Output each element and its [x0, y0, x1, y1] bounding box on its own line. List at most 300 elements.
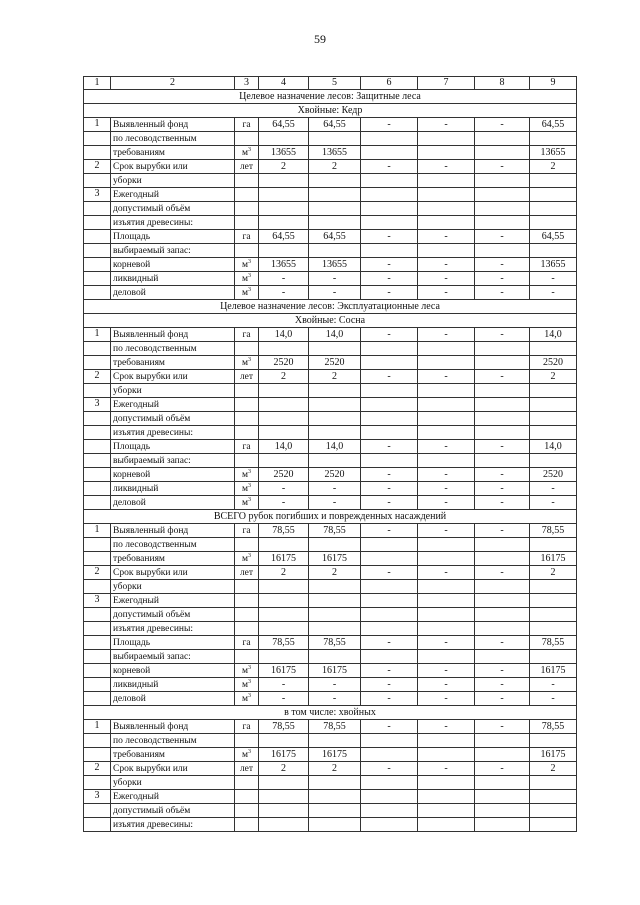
value-cell: - — [259, 272, 309, 286]
row-unit: $м^3$ — [235, 664, 259, 678]
value-cell: - — [418, 762, 475, 776]
value-cell — [475, 538, 530, 552]
value-cell: - — [361, 762, 418, 776]
table-row — [84, 734, 577, 748]
table-row — [84, 174, 577, 188]
table-row — [84, 762, 577, 776]
value-cell: - — [475, 272, 530, 286]
row-index: 3 — [84, 594, 111, 608]
row-index — [84, 734, 111, 748]
value-cell — [259, 202, 309, 216]
value-cell — [361, 188, 418, 202]
value-cell: 64,55 — [259, 118, 309, 132]
row-index — [84, 692, 111, 706]
row-index — [84, 468, 111, 482]
value-cell — [259, 454, 309, 468]
row-index: 3 — [84, 188, 111, 202]
table-row — [84, 412, 577, 426]
value-cell — [530, 398, 577, 412]
value-cell — [530, 342, 577, 356]
row-description: по лесоводственным — [111, 342, 235, 356]
value-cell — [418, 384, 475, 398]
row-unit: га — [235, 328, 259, 342]
value-cell — [361, 384, 418, 398]
value-cell: 13655 — [309, 258, 361, 272]
row-index: 1 — [84, 118, 111, 132]
table-row — [84, 678, 577, 692]
value-cell — [530, 454, 577, 468]
row-description: выбираемый запас: — [111, 454, 235, 468]
row-description: Срок вырубки или — [111, 160, 235, 174]
section-heading-row — [84, 510, 577, 524]
page-number: 59 — [314, 32, 326, 46]
value-cell: - — [418, 524, 475, 538]
table-row — [84, 188, 577, 202]
value-cell — [475, 454, 530, 468]
value-cell: 16175 — [530, 552, 577, 566]
species-heading: Хвойные: Кедр — [84, 104, 577, 118]
value-cell — [309, 412, 361, 426]
row-unit — [235, 426, 259, 440]
value-cell: 2 — [309, 370, 361, 384]
row-unit: $м^3$ — [235, 496, 259, 510]
value-cell: 2 — [259, 370, 309, 384]
value-cell: - — [361, 160, 418, 174]
value-cell — [530, 622, 577, 636]
value-cell — [475, 384, 530, 398]
table-row — [84, 342, 577, 356]
value-cell — [259, 538, 309, 552]
value-cell — [475, 426, 530, 440]
value-cell: - — [475, 566, 530, 580]
value-cell — [530, 174, 577, 188]
row-index: 3 — [84, 790, 111, 804]
value-cell — [475, 146, 530, 160]
row-description: корневой — [111, 468, 235, 482]
row-unit: га — [235, 230, 259, 244]
value-cell — [309, 384, 361, 398]
row-index — [84, 174, 111, 188]
value-cell — [530, 216, 577, 230]
value-cell — [475, 622, 530, 636]
value-cell — [418, 580, 475, 594]
table-row — [84, 146, 577, 160]
value-cell: - — [530, 482, 577, 496]
section-heading-row — [84, 90, 577, 104]
header-cell: 4 — [259, 77, 309, 90]
value-cell — [361, 538, 418, 552]
row-index — [84, 538, 111, 552]
row-description: ликвидный — [111, 482, 235, 496]
row-unit — [235, 580, 259, 594]
row-unit: лет — [235, 566, 259, 580]
row-unit — [235, 734, 259, 748]
row-description: Площадь — [111, 440, 235, 454]
row-index — [84, 482, 111, 496]
row-unit — [235, 790, 259, 804]
value-cell — [361, 748, 418, 762]
value-cell — [530, 608, 577, 622]
row-unit: га — [235, 636, 259, 650]
section-heading: в том числе: хвойных — [84, 706, 577, 720]
row-unit — [235, 804, 259, 818]
value-cell: - — [530, 692, 577, 706]
value-cell: 14,0 — [309, 440, 361, 454]
value-cell — [309, 188, 361, 202]
value-cell: - — [309, 678, 361, 692]
value-cell: 14,0 — [259, 328, 309, 342]
row-description: Выявленный фонд — [111, 524, 235, 538]
row-description: уборки — [111, 580, 235, 594]
value-cell — [309, 790, 361, 804]
table-row — [84, 664, 577, 678]
value-cell: 78,55 — [259, 720, 309, 734]
value-cell — [259, 818, 309, 832]
value-cell — [309, 776, 361, 790]
value-cell — [361, 650, 418, 664]
value-cell: 78,55 — [259, 636, 309, 650]
row-index — [84, 748, 111, 762]
row-index — [84, 342, 111, 356]
value-cell — [475, 650, 530, 664]
value-cell — [418, 188, 475, 202]
value-cell — [418, 146, 475, 160]
row-unit: $м^3$ — [235, 258, 259, 272]
row-index: 2 — [84, 160, 111, 174]
value-cell — [418, 748, 475, 762]
value-cell: 2 — [530, 566, 577, 580]
value-cell — [361, 244, 418, 258]
row-unit: $м^3$ — [235, 678, 259, 692]
row-index — [84, 244, 111, 258]
value-cell — [418, 790, 475, 804]
table-row — [84, 468, 577, 482]
value-cell: 2520 — [309, 468, 361, 482]
value-cell: 14,0 — [259, 440, 309, 454]
row-unit: $м^3$ — [235, 748, 259, 762]
value-cell — [530, 804, 577, 818]
table-row — [84, 566, 577, 580]
row-unit: лет — [235, 370, 259, 384]
row-index — [84, 440, 111, 454]
value-cell: 13655 — [530, 258, 577, 272]
row-unit: $м^3$ — [235, 356, 259, 370]
value-cell — [475, 244, 530, 258]
value-cell — [475, 594, 530, 608]
row-unit: $м^3$ — [235, 468, 259, 482]
value-cell — [309, 804, 361, 818]
value-cell — [418, 132, 475, 146]
value-cell — [475, 174, 530, 188]
value-cell: - — [361, 328, 418, 342]
row-description: допустимый объём — [111, 202, 235, 216]
row-index — [84, 678, 111, 692]
value-cell — [309, 538, 361, 552]
value-cell — [309, 734, 361, 748]
value-cell — [418, 776, 475, 790]
row-description: требованиям — [111, 356, 235, 370]
value-cell: - — [475, 468, 530, 482]
value-cell: - — [475, 258, 530, 272]
value-cell — [361, 622, 418, 636]
value-cell — [361, 216, 418, 230]
value-cell — [361, 594, 418, 608]
value-cell: - — [361, 636, 418, 650]
row-unit: га — [235, 118, 259, 132]
row-index — [84, 636, 111, 650]
table-row — [84, 272, 577, 286]
value-cell — [475, 818, 530, 832]
row-index — [84, 776, 111, 790]
table-row — [84, 440, 577, 454]
row-index — [84, 286, 111, 300]
value-cell: - — [418, 230, 475, 244]
value-cell: 13655 — [530, 146, 577, 160]
row-index — [84, 132, 111, 146]
value-cell — [418, 412, 475, 426]
section-heading: Целевое назначение лесов: Эксплуатационные леса — [84, 300, 577, 314]
row-unit — [235, 202, 259, 216]
row-description: Срок вырубки или — [111, 762, 235, 776]
value-cell: - — [530, 272, 577, 286]
value-cell — [418, 538, 475, 552]
row-description: по лесоводственным — [111, 538, 235, 552]
value-cell — [309, 216, 361, 230]
value-cell: - — [361, 678, 418, 692]
value-cell: - — [418, 286, 475, 300]
value-cell — [418, 804, 475, 818]
row-index — [84, 230, 111, 244]
value-cell: - — [259, 692, 309, 706]
row-unit: $м^3$ — [235, 552, 259, 566]
value-cell — [475, 188, 530, 202]
row-description: корневой — [111, 258, 235, 272]
row-index: 1 — [84, 524, 111, 538]
table-row — [84, 356, 577, 370]
value-cell — [475, 216, 530, 230]
row-description: Срок вырубки или — [111, 566, 235, 580]
row-index: 2 — [84, 566, 111, 580]
value-cell: - — [418, 258, 475, 272]
value-cell: - — [418, 720, 475, 734]
row-unit — [235, 244, 259, 258]
value-cell — [475, 398, 530, 412]
table-row — [84, 454, 577, 468]
value-cell: - — [475, 230, 530, 244]
value-cell: - — [475, 482, 530, 496]
table-row — [84, 748, 577, 762]
value-cell: 16175 — [309, 552, 361, 566]
row-description: Площадь — [111, 636, 235, 650]
value-cell — [259, 734, 309, 748]
value-cell: - — [475, 286, 530, 300]
value-cell — [309, 594, 361, 608]
value-cell — [309, 818, 361, 832]
table-row — [84, 286, 577, 300]
table-row — [84, 160, 577, 174]
row-unit — [235, 818, 259, 832]
table-row — [84, 384, 577, 398]
value-cell — [418, 622, 475, 636]
value-cell: 13655 — [309, 146, 361, 160]
row-description: уборки — [111, 384, 235, 398]
value-cell: - — [475, 664, 530, 678]
row-index — [84, 412, 111, 426]
value-cell — [530, 202, 577, 216]
value-cell: 64,55 — [309, 230, 361, 244]
value-cell: 64,55 — [530, 118, 577, 132]
value-cell — [259, 244, 309, 258]
value-cell: 2 — [309, 160, 361, 174]
value-cell: - — [530, 496, 577, 510]
value-cell — [475, 202, 530, 216]
value-cell — [418, 426, 475, 440]
value-cell: - — [475, 328, 530, 342]
header-cell: 1 — [84, 77, 111, 90]
value-cell — [309, 398, 361, 412]
value-cell — [361, 412, 418, 426]
value-cell — [309, 202, 361, 216]
species-heading-row — [84, 104, 577, 118]
species-heading: Хвойные: Сосна — [84, 314, 577, 328]
value-cell — [259, 804, 309, 818]
value-cell: - — [475, 720, 530, 734]
value-cell — [361, 734, 418, 748]
value-cell — [475, 552, 530, 566]
value-cell — [361, 426, 418, 440]
table-row — [84, 258, 577, 272]
value-cell: - — [418, 636, 475, 650]
value-cell — [530, 790, 577, 804]
row-description: требованиям — [111, 748, 235, 762]
value-cell: 64,55 — [530, 230, 577, 244]
row-unit — [235, 538, 259, 552]
value-cell — [259, 384, 309, 398]
row-unit — [235, 342, 259, 356]
row-description: Выявленный фонд — [111, 328, 235, 342]
table-row — [84, 244, 577, 258]
value-cell: - — [309, 272, 361, 286]
value-cell — [259, 426, 309, 440]
value-cell — [418, 552, 475, 566]
value-cell — [475, 356, 530, 370]
value-cell — [530, 188, 577, 202]
value-cell: - — [475, 692, 530, 706]
value-cell: - — [361, 370, 418, 384]
value-cell: - — [309, 286, 361, 300]
value-cell: - — [475, 678, 530, 692]
value-cell — [418, 454, 475, 468]
value-cell — [418, 244, 475, 258]
table-row — [84, 580, 577, 594]
value-cell: 2520 — [309, 356, 361, 370]
value-cell: 2 — [309, 762, 361, 776]
value-cell — [418, 174, 475, 188]
value-cell — [418, 608, 475, 622]
row-unit — [235, 608, 259, 622]
value-cell — [309, 426, 361, 440]
section-heading: Целевое назначение лесов: Защитные леса — [84, 90, 577, 104]
value-cell: - — [475, 524, 530, 538]
value-cell: - — [418, 566, 475, 580]
table-row — [84, 132, 577, 146]
value-cell — [259, 174, 309, 188]
value-cell: - — [361, 258, 418, 272]
value-cell: 78,55 — [530, 720, 577, 734]
value-cell — [259, 188, 309, 202]
row-description: деловой — [111, 496, 235, 510]
value-cell: - — [361, 496, 418, 510]
value-cell — [309, 622, 361, 636]
row-index — [84, 664, 111, 678]
row-unit: $м^3$ — [235, 146, 259, 160]
value-cell — [361, 790, 418, 804]
header-cell: 9 — [530, 77, 577, 90]
row-unit — [235, 412, 259, 426]
value-cell — [361, 202, 418, 216]
value-cell: 2520 — [530, 468, 577, 482]
value-cell: - — [475, 118, 530, 132]
row-index — [84, 384, 111, 398]
row-unit: $м^3$ — [235, 482, 259, 496]
table-row — [84, 328, 577, 342]
table-row — [84, 720, 577, 734]
table-row — [84, 370, 577, 384]
value-cell: - — [259, 496, 309, 510]
value-cell — [259, 594, 309, 608]
value-cell — [361, 398, 418, 412]
value-cell: - — [309, 692, 361, 706]
value-cell — [361, 356, 418, 370]
value-cell — [361, 174, 418, 188]
section-heading-row — [84, 300, 577, 314]
row-unit: $м^3$ — [235, 692, 259, 706]
row-index — [84, 216, 111, 230]
row-index — [84, 608, 111, 622]
table-row — [84, 622, 577, 636]
value-cell — [418, 356, 475, 370]
value-cell — [418, 398, 475, 412]
table-row — [84, 636, 577, 650]
section-heading: ВСЕГО рубок погибших и поврежденных насаждений — [84, 510, 577, 524]
value-cell: 2 — [530, 762, 577, 776]
value-cell — [530, 244, 577, 258]
value-cell — [309, 132, 361, 146]
value-cell — [475, 132, 530, 146]
value-cell: - — [259, 678, 309, 692]
row-description: допустимый объём — [111, 804, 235, 818]
value-cell: - — [475, 160, 530, 174]
value-cell — [259, 398, 309, 412]
value-cell — [309, 174, 361, 188]
value-cell — [259, 622, 309, 636]
value-cell: 78,55 — [309, 636, 361, 650]
row-description: Выявленный фонд — [111, 118, 235, 132]
header-cell: 7 — [418, 77, 475, 90]
row-description: уборки — [111, 174, 235, 188]
value-cell: - — [309, 496, 361, 510]
row-description: выбираемый запас: — [111, 650, 235, 664]
value-cell — [361, 580, 418, 594]
row-description: Ежегодный — [111, 398, 235, 412]
row-index — [84, 622, 111, 636]
value-cell: 2520 — [259, 356, 309, 370]
value-cell — [475, 804, 530, 818]
table-row — [84, 496, 577, 510]
value-cell — [530, 580, 577, 594]
value-cell: 14,0 — [530, 328, 577, 342]
value-cell: 64,55 — [259, 230, 309, 244]
